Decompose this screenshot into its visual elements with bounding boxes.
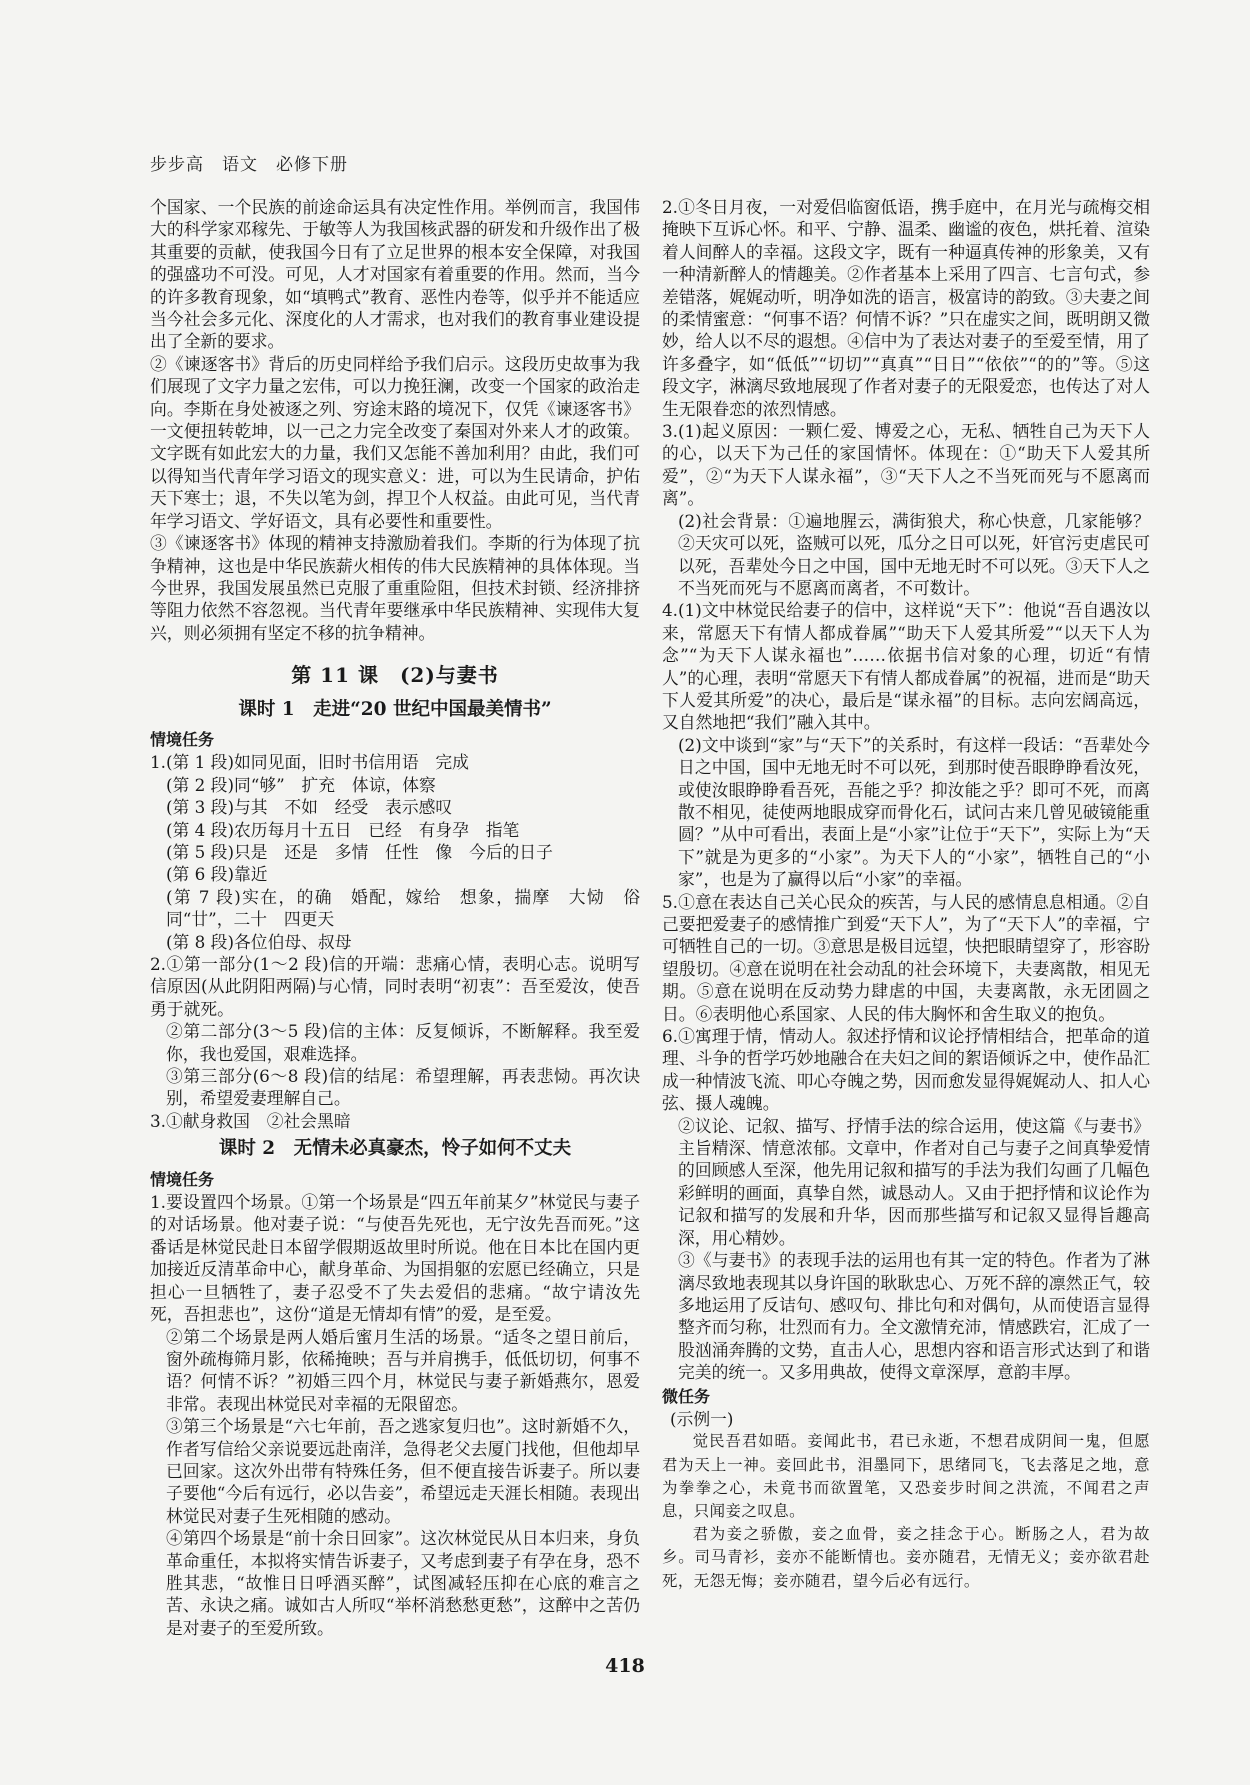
answer-item: 2.①第一部分(1～2 段)信的开端：悲痛心情，表明心志。说明写信原因(从此阴阳两隔)与心情，同时表明“初衷”：吾至爱汝，使吾勇于就死。 <box>150 954 640 1019</box>
running-header: 步步高 语文 必修下册 <box>150 155 348 175</box>
paragraph: ③《谏逐客书》体现的精神支持激励着我们。李斯的行为体现了抗争精神，这也是中华民族薪火相传的伟大民族精神的具体体现。当今世界，我国发展虽然已克服了重重险阻，但技术封锁、经济排挤等阻力依然不容忽视。当代青年要继承中华民族精神、实现伟大复兴，则必须拥有坚定不移的抗争精神。 <box>150 533 640 643</box>
answer-item: 6.①寓理于情，情动人。叙述抒情和议论抒情相结合，把革命的道理、斗争的哲学巧妙地融合在夫妇之间的絮语倾诉之中，使作品汇成一种情波飞流、叩心夺魄之势，因而愈发显得娓娓动人、扣人心弦、摄人魂魄。 <box>662 1026 1150 1114</box>
section-heading: 情境任务 <box>150 729 215 749</box>
lesson-title: 第 11 课 (2)与妻书 <box>291 663 499 688</box>
answer-item: (第 5 段)只是 还是 多情 任性 像 今后的日子 <box>166 841 553 862</box>
answer-item: ②议论、记叙、描写、抒情手法的综合运用，使这篇《与妻书》主旨精深、情意浓郁。文章中，作者对自己与妻子之间真挚爱情的回顾感人至深，他先用记叙和描写的手法为我们勾画了几幅色彩鲜明的画面，真挚自然，诚恳动人。又由于把抒情和议论作为记叙和描写的发展和升华，因而那些描写和记叙又显得旨趣高深，用心精妙。 <box>678 1115 1150 1248</box>
left-column <box>150 196 640 1639</box>
page-number: 418 <box>605 1655 645 1677</box>
answer-item: ②第二个场景是两人婚后蜜月生活的场景。“适冬之望日前后，窗外疏梅筛月影，依稀掩映；吾与并肩携手，低低切切，何事不语？何情不诉？”初婚三四个月，林觉民与妻子新婚燕尔，恩爱非常。表现出林觉民对幸福的无限留恋。 <box>166 1326 640 1414</box>
paragraph: ②《谏逐客书》背后的历史同样给予我们启示。这段历史故事为我们展现了文字力量之宏伟，可以力挽狂澜，改变一个国家的政治走向。李斯在身处被逐之列、穷途末路的境况下，仅凭《谏逐客书》一文便扭转乾坤，以一己之力完全改变了秦国对外来人才的政策。文字既有如此宏大的力量，我们又怎能不善加利用？由此，我们可以得知当代青年学习语文的现实意义：进，可以为生民请命，护佑天下寒士；退，不失以笔为剑，捍卫个人权益。由此可见，当代青年学习语文、学好语文，具有必要性和重要性。 <box>150 353 640 531</box>
answer-item: (第 7 段)实在，的确 婚配，嫁给 想象，揣摩 大恸 俗同“廿”，二十 四更天 <box>166 886 640 930</box>
section-heading: 情境任务 <box>150 1169 215 1189</box>
answer-item: 1.要设置四个场景。①第一个场景是“四五年前某夕”林觉民与妻子的对话场景。他对妻子说：“与使吾先死也，无宁汝先吾而死。”这番话是林觉民赴日本留学假期返故里时所说。他在日本比在国内更加接近反清革命中心，献身革命、为国捐躯的宏愿已经确立，只是担心一旦牺牲了，妻子忍受不了失去爱侣的悲痛。“故宁请汝先死，吾担悲也”，这份“道是无情却有情”的爱，是至爱。 <box>150 1192 640 1325</box>
answer-item: 4.(1)文中林觉民给妻子的信中，这样说“天下”：他说“吾自遇汝以来，常愿天下有情人都成眷属”“助天下人爱其所爱”“以天下人为念”“为天下人谋永福也”……依据书信对象的心理，切近“有情人”的心理，表明“常愿天下有情人都成眷属”的祝福，进而是“助天下人爱其所爱”的决心，最后是“谋永福”的目标。志向宏阔高远，又自然地把“我们”融入其中。 <box>662 600 1150 733</box>
answer-item: (第 8 段)各位伯母、叔母 <box>166 931 352 952</box>
sample-letter: 君为妾之骄傲，妾之血骨，妾之挂念于心。断肠之人，君为故乡。司马青衫，妾亦不能断情也。妾亦随君，无情无义；妾亦欲君赴死，无怨无悔；妾亦随君，望今后必有远行。 <box>662 1525 1150 1590</box>
answer-item: 3.①献身救国 ②社会黑暗 <box>150 1110 351 1131</box>
example-label: (示例一) <box>670 1408 734 1429</box>
answer-item: (2)社会背景：①遍地腥云，满街狼犬，称心快意，几家能够？②天灾可以死，盗贼可以死，瓜分之日可以死，奸官污吏虐民可以死，吾辈处今日之中国，国中无地无时不可以死。③天下人之不当死而死与不愿离而离者，不可数计。 <box>678 510 1150 598</box>
answer-item: 3.(1)起义原因：一颗仁爱、博爱之心，无私、牺牲自己为天下人的心，以天下为己任的家国情怀。体现在：①“助天下人爱其所爱”，②“为天下人谋永福”，③“天下人之不当死而死与不愿离而离”。 <box>662 421 1150 509</box>
period-2-title: 课时 2 无情未必真豪杰，怜子如何不丈夫 <box>218 1138 572 1160</box>
period-1-title: 课时 1 走进“20 世纪中国最美情书” <box>238 698 552 720</box>
answer-item: 1.(第 1 段)如同见面，旧时书信用语 完成 <box>150 752 469 773</box>
answer-item: (第 3 段)与其 不如 经受 表示感叹 <box>166 797 453 818</box>
answer-item: ③《与妻书》的表现手法的运用也有其一定的特色。作者为了淋漓尽致地表现其以身许国的耿耿忠心、万死不辞的凛然正气，较多地运用了反诘句、感叹句、排比句和对偶句，从而使语言显得整齐而匀称，壮烈而有力。全文激情充沛，情感跌宕，汇成了一股汹涌奔腾的文势，直击人心，思想内容和语言形式达到了和谐完美的统一。又多用典故，使得文章深厚，意韵丰厚。 <box>678 1250 1150 1383</box>
answer-item: (第 2 段)同“够” 扩充 体谅，体察 <box>166 774 436 795</box>
sample-letter: 觉民吾君如晤。妾闻此书，君已永逝，不想君成阴间一鬼，但愿君为天上一神。妾回此书，泪墨同下，思绪同飞，飞去落足之地，意为拳拳之心，未竟书而欲置笔，又恐妾步时间之洪流，不闻君之声息，只闻妾之叹息。 <box>662 1432 1150 1520</box>
answer-item: 2.①冬日月夜，一对爱侣临窗低语，携手庭中，在月光与疏梅交相掩映下互诉心怀。和平、宁静、温柔、幽谧的夜色，烘托着、渲染着人间醉人的幸福。这段文字，既有一种逼真传神的形象美，又有一种清新醉人的情趣美。②作者基本上采用了四言、七言句式，参差错落，娓娓动听，明净如洗的语言，极富诗的韵致。③夫妻之间的柔情蜜意：“何事不语？何情不诉？”只在虚实之间，既明朗又微妙，给人以不尽的遐想。④信中为了表达对妻子的至爱至情，用了许多叠字，如“低低”“切切”“真真”“日日”“依依”“的的”等。⑤这段文字，淋漓尽致地展现了作者对妻子的无限爱恋，也传达了对人生无限眷恋的浓烈情感。 <box>662 197 1150 419</box>
answer-item: ③第三部分(6～8 段)信的结尾：希望理解，再表悲恸。再次诀别，希望爱妻理解自己。 <box>166 1066 640 1109</box>
answer-item: ④第四个场景是“前十余日回家”。这次林觉民从日本归来，身负革命重任，本拟将实情告诉妻子，又考虑到妻子有孕在身，恐不胜其悲，“故惟日日呼酒买醉”，试图减轻压抑在心底的难言之苦、永诀之痛。诚如古人所叹“举杯消愁愁更愁”，这醉中之苦仍是对妻子的至爱所致。 <box>166 1528 640 1638</box>
right-column <box>662 196 1150 1593</box>
answer-item: (第 4 段)农历每月十五日 已经 有身孕 指笔 <box>166 819 520 840</box>
answer-item: ③第三个场景是“六七年前，吾之逃家复归也”。这时新婚不久，作者写信给父亲说要远赴南洋，急得老父去厦门找他，但他却早已回家。这次外出带有特殊任务，但不便直接告诉妻子。所以妻子要他“今后有远行，必以告妾”，希望远走天涯长相随。表现出林觉民对妻子生死相随的感动。 <box>166 1416 640 1526</box>
section-heading: 微任务 <box>662 1386 711 1406</box>
answer-item: (第 6 段)靠近 <box>166 864 268 885</box>
paragraph: 个国家、一个民族的前途命运具有决定性作用。举例而言，我国伟大的科学家邓稼先、于敏等人为我国核武器的研发和升级作出了极其重要的贡献，使我国今日有了立足世界的根本安全保障，对我国的强盛功不可没。可见，人才对国家有着重要的作用。然而，当今的许多教育现象，如“填鸭式”教育、恶性内卷等，似乎并不能适应当今社会多元化、深度化的人才需求，也对我们的教育事业建设提出了全新的要求。 <box>150 197 640 352</box>
answer-item: ②第二部分(3～5 段)信的主体：反复倾诉，不断解释。我至爱你，我也爱国，艰难选择。 <box>166 1021 640 1064</box>
answer-item: 5.①意在表达自己关心民众的疾苦，与人民的感情息息相通。②自己要把爱妻子的感情推广到爱“天下人”，为了“天下人”的幸福，宁可牺牲自己的一切。③意思是极目远望，快把眼睛望穿了，形容盼望殷切。④意在说明在社会动乱的社会环境下，夫妻离散，相见无期。⑤意在说明在反动势力肆虐的中国，夫妻离散，永无团圆之日。⑥表明他心系国家、人民的伟大胸怀和舍生取义的抱负。 <box>662 891 1150 1024</box>
answer-item: (2)文中谈到“家”与“天下”的关系时，有这样一段话：“吾辈处今日之中国，国中无地无时不可以死，到那时使吾眼睁睁看汝死，或使汝眼睁睁看吾死，吾能之乎？抑汝能之乎？即可不死，而离散不相见，徒使两地眼成穿而骨化石，试问古来几曾见破镜能重圆？”从中可看出，表面上是“小家”让位于“天下”，实际上为“天下”就是为更多的“小家”。为天下人的“小家”，牺牲自己的“小家”，也是为了赢得以后“小家”的幸福。 <box>678 734 1150 890</box>
